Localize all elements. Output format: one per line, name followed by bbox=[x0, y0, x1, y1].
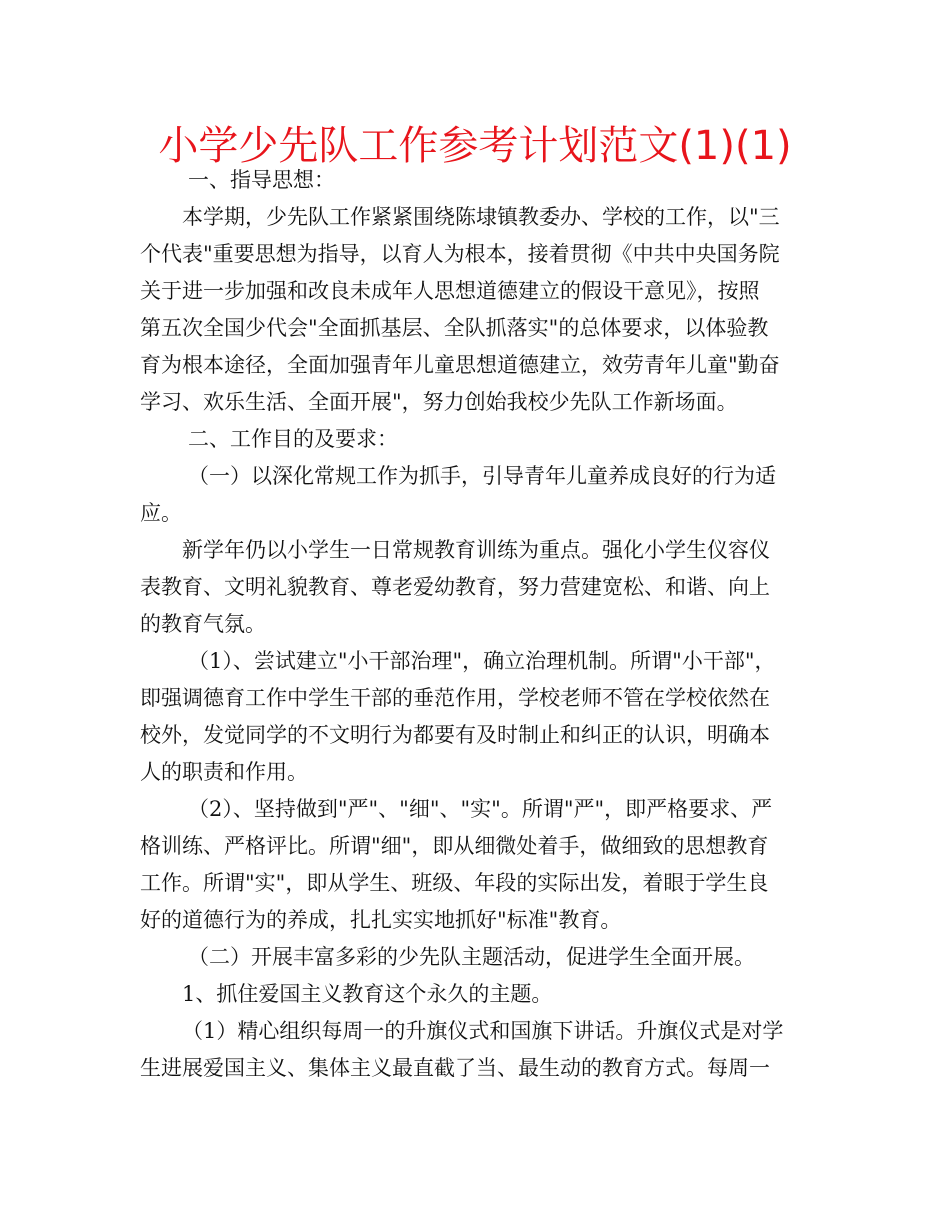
paragraph-line: （一）以深化常规工作为抓手，引导青年儿童养成良好的行为适 bbox=[188, 464, 776, 488]
paragraph-line: 个代表"重要思想为指导，以育人为根本，接着贯彻《中共中央国务院 bbox=[140, 242, 780, 266]
paragraph-line: 第五次全国少代会"全面抓基层、全队抓落实"的总体要求，以体验教 bbox=[140, 316, 769, 340]
paragraph-line: 生进展爱国主义、集体主义最直截了当、最生动的教育方式。每周一 bbox=[140, 1056, 770, 1080]
document-body bbox=[140, 162, 812, 1087]
paragraph-line: 新学年仍以小学生一日常规教育训练为重点。强化小学生仪容仪 bbox=[182, 538, 770, 562]
paragraph-line: 1、抓住爱国主义教育这个永久的主题。 bbox=[182, 982, 553, 1006]
paragraph-line: （1）、尝试建立"小干部治理"，确立治理机制。所谓"小干部"， bbox=[188, 649, 776, 673]
paragraph-line: 格训练、严格评比。所谓"细"，即从细微处着手，做细致的思想教育 bbox=[140, 834, 769, 858]
paragraph-line: 应。 bbox=[140, 501, 182, 525]
paragraph-line: 即强调德育工作中学生干部的垂范作用，学校老师不管在学校依然在 bbox=[140, 686, 770, 710]
paragraph-line: 人的职责和作用。 bbox=[140, 760, 308, 784]
paragraph-line: 本学期，少先队工作紧紧围绕陈埭镇教委办、学校的工作，以"三 bbox=[182, 205, 780, 229]
document-title: 小学少先队工作参考计划范文(1)(1) bbox=[158, 123, 792, 169]
paragraph-line: 工作。所谓"实"，即从学生、班级、年段的实际出发，着眼于学生良 bbox=[140, 871, 769, 895]
paragraph-line: 好的道德行为的养成，扎扎实实地抓好"标准"教育。 bbox=[140, 908, 622, 932]
section-heading-guiding-ideology: 一、指导思想： bbox=[188, 168, 335, 192]
paragraph-line: 育为根本途径，全面加强青年儿童思想道德建立，效劳青年儿童"勤奋 bbox=[140, 353, 780, 377]
paragraph-line: （二）开展丰富多彩的少先队主题活动，促进学生全面开展。 bbox=[188, 945, 755, 969]
paragraph-line: 关于进一步加强和改良未成年人思想道德建立的假设干意见》，按照 bbox=[140, 279, 760, 303]
paragraph-line: 表教育、文明礼貌教育、尊老爱幼教育，努力营建宽松、和谐、向上 bbox=[140, 575, 770, 599]
section-heading-goals: 二、工作目的及要求： bbox=[188, 427, 398, 451]
paragraph-line: （1）精心组织每周一的升旗仪式和国旗下讲话。升旗仪式是对学 bbox=[182, 1019, 784, 1043]
paragraph-line: 校外，发觉同学的不文明行为都要有及时制止和纠正的认识，明确本 bbox=[140, 723, 770, 747]
paragraph-line: 学习、欢乐生活、全面开展"，努力创始我校少先队工作新场面。 bbox=[140, 390, 738, 414]
paragraph-line: 的教育气氛。 bbox=[140, 612, 266, 636]
paragraph-line: （2）、坚持做到"严"、"细"、"实"。所谓"严"，即严格要求、严 bbox=[188, 797, 773, 821]
